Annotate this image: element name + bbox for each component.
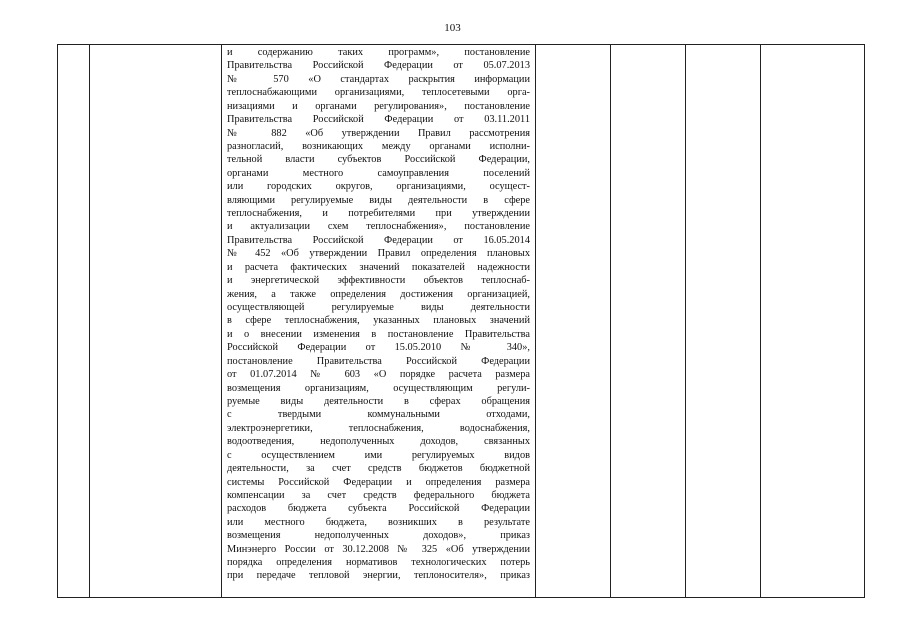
text-line: Правительства Российской Федерации от 16.05.2014	[227, 234, 530, 246]
text-line: расходов бюджета субъекта Российской Федерации	[227, 503, 530, 515]
text-line: тельной власти субъектов Российской Федерации,	[227, 154, 530, 166]
text-line: Минэнерго России от 30.12.2008 № 325 «Об утверждении	[227, 543, 530, 555]
table-cell-empty	[611, 45, 686, 598]
table-cell-legal-basis	[222, 45, 536, 598]
text-line: вляющими регулируемые виды деятельности в сфере	[227, 194, 530, 206]
text-line: низациями и органами регулирования», постановление	[227, 100, 530, 112]
text-line: в сфере теплоснабжения, указанных плановых значений	[227, 315, 530, 327]
text-line: с твердыми коммунальными отходами,	[227, 409, 530, 421]
text-line: и энергетической эффективности объектов теплоснаб-	[227, 275, 530, 287]
text-line: порядка определения нормативов технологических потерь	[227, 557, 530, 569]
text-line: деятельности, за счет средств бюджетов бюджетной	[227, 463, 530, 475]
text-line: электроэнергетики, теплоснабжения, водоснабжения,	[227, 422, 530, 434]
text-line: Правительства Российской Федерации от 03.11.2011	[227, 114, 530, 126]
table-cell-empty	[536, 45, 611, 598]
text-line: водоотведения, недополученных доходов, связанных	[227, 436, 530, 448]
text-line: от 01.07.2014 № 603 «О порядке расчета размера	[227, 369, 530, 381]
text-line: возмещения недополученных доходов», приказ	[227, 530, 530, 542]
table-cell-empty	[686, 45, 761, 598]
table-cell-empty	[761, 45, 865, 598]
document-table	[57, 44, 865, 598]
text-line: теплоснабжения, и потребителями при утверждении	[227, 208, 530, 220]
text-line: или городских округов, организациями, осущест-	[227, 181, 530, 193]
text-line: Российской Федерации от 15.05.2010 № 340»,	[227, 342, 530, 354]
text-line: осуществляющей регулируемые виды деятельности	[227, 302, 530, 314]
text-line: жения, а также определения достижения организацией,	[227, 288, 530, 300]
text-line: теплоснабжающими организациями, теплосетевыми орга-	[227, 87, 530, 99]
table-row	[58, 45, 865, 598]
text-line: № 452 «Об утверждении Правил определения плановых	[227, 248, 530, 260]
text-line: системы Российской Федерации и определения размера	[227, 476, 530, 488]
text-line: № 570 «О стандартах раскрытия информации	[227, 73, 530, 85]
text-line: Правительства Российской Федерации от 05.07.2013	[227, 60, 530, 72]
text-line: и расчета фактических значений показателей надежности	[227, 261, 530, 273]
table-cell-number	[58, 45, 90, 598]
text-line: и о внесении изменения в постановление Правительства	[227, 328, 530, 340]
text-line: постановление Правительства Российской Федерации	[227, 355, 530, 367]
text-line: и актуализации схем теплоснабжения», постановление	[227, 221, 530, 233]
text-line: руемые виды деятельности в сферах обращения	[227, 395, 530, 407]
text-line: и содержанию таких программ», постановление	[227, 47, 530, 58]
text-line: или местного бюджета, возникших в результате	[227, 516, 530, 528]
text-line: № 882 «Об утверждении Правил рассмотрения	[227, 127, 530, 139]
text-line: органами местного самоуправления поселений	[227, 167, 530, 179]
text-line: разногласий, возникающих между органами исполни-	[227, 140, 530, 152]
legal-basis-text	[227, 46, 530, 583]
text-line: с осуществлением ими регулируемых видов	[227, 449, 530, 461]
page-number: 103	[444, 22, 461, 34]
text-line: компенсации за счет средств федерального бюджета	[227, 489, 530, 501]
text-line: возмещения организациям, осуществляющим регули-	[227, 382, 530, 394]
table-cell-name	[90, 45, 222, 598]
text-line: при передаче тепловой энергии, теплоносителя», приказ	[227, 570, 530, 582]
